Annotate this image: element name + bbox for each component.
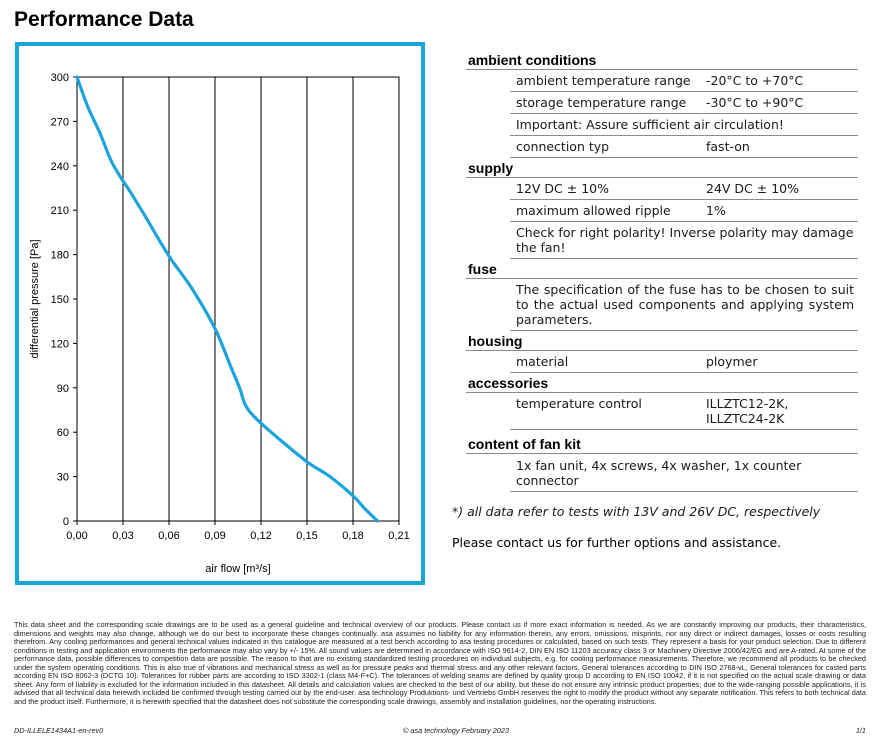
footer — [14, 726, 866, 736]
spec-value: 24V DC ± 10% — [706, 181, 799, 196]
spec-row-ambient-temp — [510, 70, 858, 92]
x-tick-label: 0,06 — [158, 530, 180, 542]
y-tick-label: 270 — [50, 116, 69, 129]
y-tick-label: 300 — [50, 72, 69, 84]
spec-value — [706, 396, 854, 426]
spec-value: fast-on — [706, 139, 750, 154]
section-kit-title: content of fan kit — [466, 434, 858, 454]
page-title: Performance Data — [14, 8, 194, 31]
document-id: DD-ILLELE1434A1-en-rev0 — [14, 726, 104, 735]
spec-value: 12V DC ± 10% — [516, 181, 609, 196]
y-tick-label: 240 — [50, 160, 69, 173]
spec-note: Check for right polarity! Inverse polarity may damage the fan! — [516, 225, 854, 255]
contact-note: Please contact us for further options and assistance. — [452, 535, 782, 550]
section-supply-title: supply — [466, 158, 858, 178]
spec-value: -30°C to +90°C — [706, 95, 804, 110]
spec-note: 1x fan unit, 4x screws, 4x washer, 1x counter connector — [516, 458, 802, 488]
spec-row-temp-control — [510, 393, 858, 430]
page-number: 1/1 — [855, 726, 866, 735]
test-conditions-note: *) all data refer to tests with 13V and 26V DC, respectively — [452, 504, 821, 519]
spec-label: material — [516, 354, 569, 369]
x-tick-label: 0,09 — [204, 530, 226, 542]
section-housing-title: housing — [466, 331, 858, 351]
spec-value: ploymer — [706, 354, 758, 369]
y-tick-label: 150 — [50, 294, 69, 306]
y-tick-label: 90 — [56, 382, 69, 395]
y-tick-label: 120 — [50, 338, 69, 351]
performance-chart-frame — [15, 42, 425, 585]
x-axis-label: air flow [m³/s] — [205, 563, 271, 575]
y-tick-label: 0 — [62, 516, 69, 528]
section-accessories-title: accessories — [466, 373, 858, 393]
x-tick-label: 0,18 — [342, 530, 364, 542]
section-ambient-title: ambient conditions — [466, 50, 858, 70]
x-tick-label: 0,15 — [296, 530, 318, 542]
spec-label: connection typ — [516, 139, 610, 154]
section-fuse-title: fuse — [466, 259, 858, 279]
x-tick-label: 0,00 — [66, 530, 88, 542]
performance-chart — [19, 46, 421, 581]
spec-table — [466, 50, 858, 492]
spec-row-connection — [510, 136, 858, 158]
spec-row-kit — [510, 454, 858, 492]
spec-label: storage temperature range — [516, 95, 687, 110]
x-tick-label: 0,21 — [388, 530, 410, 542]
spec-note: The specification of the fuse has to be chosen to suit to the actual used components and applying system parameters. — [516, 282, 854, 327]
spec-note: Important: Assure sufficient air circulation! — [516, 117, 784, 132]
copyright: © asa technology February 2023 — [403, 726, 509, 735]
spec-value-line: ILLZTC12-2K, — [706, 396, 789, 411]
spec-row-fuse — [510, 279, 858, 331]
spec-value: -20°C to +70°C — [706, 73, 804, 88]
spec-value: 1% — [706, 203, 726, 218]
y-tick-label: 210 — [50, 205, 69, 218]
y-tick-label: 60 — [56, 427, 69, 440]
spec-row-important — [510, 114, 858, 136]
spec-label: temperature control — [516, 396, 642, 411]
spec-row-material — [510, 351, 858, 373]
y-tick-label: 30 — [56, 471, 69, 484]
spec-row-storage-temp — [510, 92, 858, 114]
spec-row-polarity — [510, 222, 858, 259]
disclaimer-text: This data sheet and the corresponding scale drawings are to be used as a general guideline and technical overview of our products. Please contact us if more exact information is needed. As we are constantly improving our products, their characteristics, dimensions and weights may also change, although we do our best to incorporate these changes continually. asa assumes no liability for any information therein, any errors, omissions, misprints, nor any direct or indirect damages, losses or costs resulting therefrom. Any cooling performances and general technical values indicated in this catalogue are measured at a test bench according to asa testing procedures or calculated, based on such tests. They represent a basis for your product selection. Due to different conditions in testing and application environments the performance may also vary by +/- 15%. All sound values are determined in accordance with ISO 9614-2, DIN EN ISO 11203 accuracy class 3 or Machinery Directive 2006/42/EG and are A-rated. At some of the performance data, possible differences to competition data are possible. The reason to that are no existing standardized testing procedures on individual subjects, e.g. for cooling performance measurements. Therefore, we recommend all products to be checked under the system operating conditions. This is also true of vibrations and mechanical stress as well as for pressure peaks and thermal stress and any other relevant factors. General tolerances according to DIN ISO 2768-vL, General tolerances for casted parts according EN ISO 8062-3 (DCTG 10). Tolerances for rubber parts are according to ISO 3302-1 (class M4-F+C). The tolerances of welding seams are defined by quality group D according to EN ISO 10042, if it is not specified on the actual scale drawing or data sheet. Any form of liability is excluded for the information included in this datasheet. All details and calculation values are checked to the best of our ability, but these do not ensure any intrinsic product properties; due to the wide-ranging possible applications, it is advised that all technical data herewith included be confirmed through testing carried out by the end-user. asa technology Produktions- und Vertriebs GmbH reserves the right to modify the product without any separate notification. This refers to both technical data and the product itself. Furthermore, it is herewith specified that the datasheet does not substitute the corresponding scale drawings, assembly and installation guidelines, nor the operating instructions. — [14, 620, 866, 706]
spec-label: maximum allowed ripple — [516, 203, 671, 218]
plot-area — [77, 77, 399, 521]
x-tick-label: 0,03 — [112, 530, 134, 542]
spec-row-voltage — [510, 178, 858, 200]
y-tick-label: 180 — [50, 249, 69, 262]
spec-value-line: ILLZTC24-2K — [706, 411, 785, 426]
spec-label: ambient temperature range — [516, 73, 691, 88]
y-axis-label: differential pressure [Pa] — [29, 239, 41, 359]
x-tick-label: 0,12 — [250, 530, 272, 542]
spec-row-ripple — [510, 200, 858, 222]
